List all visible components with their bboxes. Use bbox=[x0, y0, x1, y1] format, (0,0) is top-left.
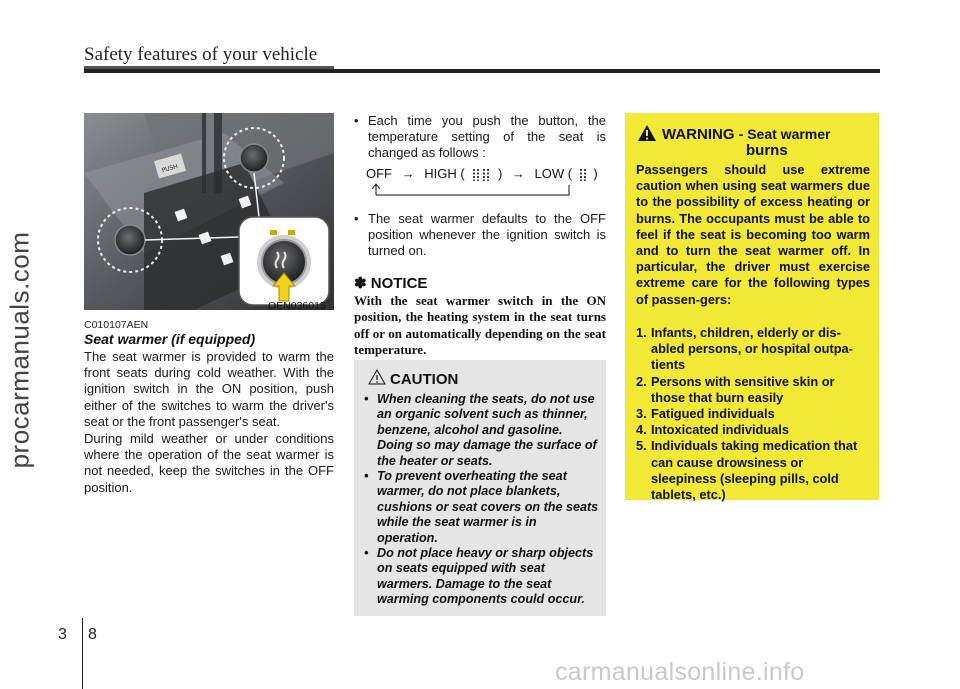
seat-warmer-photo bbox=[84, 113, 334, 310]
header-rule bbox=[84, 69, 880, 73]
warning-list-item: 4. Intoxicated individuals bbox=[636, 422, 789, 438]
caution-item bbox=[364, 546, 600, 608]
seq-off: OFF bbox=[366, 166, 392, 181]
warning-triangle-icon bbox=[637, 124, 657, 147]
warning-body: Passengers should use extreme caution when using seat warmers due to the possibility of excess heating or burns. The occupants must be able to feel if the seat is becoming too warm and to turn the seat warmer off. In particular, the driver must exercise extreme care for the following types of passen-gers: bbox=[636, 162, 870, 307]
caution-box bbox=[354, 360, 606, 616]
heat-high-icon bbox=[468, 169, 494, 181]
footer-watermark: carmanualsonline.info bbox=[555, 658, 805, 686]
warning-list-item: 5. Individuals taking medication that can cause drowsiness or sleepiness (sleeping pills, cold tablets, etc.) bbox=[636, 438, 858, 503]
notice-title: ✽ NOTICE bbox=[354, 275, 428, 292]
bullet-marker: • bbox=[364, 546, 369, 560]
side-watermark: procarmanuals.com bbox=[4, 231, 35, 469]
warning-list-item: 2. Persons with sensitive skin or those that burn easily bbox=[636, 373, 835, 405]
warning-title-line2: burns bbox=[746, 142, 788, 159]
reference-code: C010107AEN bbox=[84, 319, 149, 331]
arrow-icon: → bbox=[401, 166, 415, 181]
bullet-marker: • bbox=[364, 392, 369, 406]
bullet-push-button bbox=[354, 113, 606, 162]
caution-item-text: To prevent overheating the seat warmer, do not place blankets, cushions or seat covers on the seats while the seat warmer is in operation. bbox=[377, 469, 599, 545]
warning-list bbox=[636, 325, 870, 503]
bullet-marker: • bbox=[354, 211, 359, 226]
photo-caption-code: OEN036015 bbox=[268, 300, 326, 312]
caution-item-text: Do not place heavy or sharp objects on seats equipped with seat warmers. Damage to the seat warming components could occur. bbox=[377, 546, 594, 607]
section-title: Safety features of your vehicle bbox=[84, 44, 318, 65]
bullet-default-off bbox=[354, 211, 606, 260]
caution-item bbox=[364, 392, 600, 469]
seq-high-close: ) bbox=[497, 166, 503, 181]
bullet-text: The seat warmer defaults to the OFF position whenever the ignition switch is turned on. bbox=[368, 211, 606, 259]
page-number: 8 bbox=[88, 626, 97, 643]
push-label: PUSH bbox=[161, 163, 179, 175]
caution-title: CAUTION bbox=[390, 371, 459, 388]
seq-high: HIGH ( bbox=[424, 166, 465, 181]
warning-word: WARNING bbox=[662, 126, 735, 143]
warning-list-item: 1. Infants, children, elderly or dis-abled persons, or hospital outpa-tients bbox=[636, 325, 853, 373]
caution-triangle-icon bbox=[368, 369, 386, 390]
caution-item-text: When cleaning the seats, do not use an organic solvent such as thinner, benzene, alcohol and gasoline. Doing so may damage the surface of the heater or seats. bbox=[377, 392, 597, 468]
caution-item bbox=[364, 469, 600, 546]
section-heading: Seat warmer (if equipped) bbox=[84, 331, 256, 347]
arrow-icon: → bbox=[511, 166, 525, 181]
warning-title bbox=[662, 126, 831, 143]
bullet-marker: • bbox=[354, 113, 359, 128]
seq-low: LOW ( bbox=[534, 166, 573, 181]
seq-low-close: ) bbox=[593, 166, 598, 181]
bullet-marker: • bbox=[364, 469, 369, 483]
warning-subject: - Seat warmer bbox=[738, 126, 831, 142]
footer-divider bbox=[82, 618, 83, 689]
heat-low-icon bbox=[576, 169, 590, 181]
notice-body: With the seat warmer switch in the ON position, the heating system in the seat turns off or on automatically depending on the seat temperature. bbox=[354, 293, 606, 357]
bullet-text: Each time you push the button, the temperature setting of the seat is changed as follows : bbox=[368, 113, 606, 161]
warning-list-item: 3. Fatigued individuals bbox=[636, 406, 775, 422]
paragraph-intro: The seat warmer is provided to warm the front seats during cold weather. With the ignition switch in the ON position, push either of the switches to warm the driver's seat or the front passenger's seat. bbox=[84, 349, 334, 429]
temperature-sequence bbox=[366, 166, 598, 181]
paragraph-mild-weather: During mild weather or under conditions where the operation of the seat warmer is not needed, keep the switches in the OFF position. bbox=[84, 431, 334, 495]
chapter-number: 3 bbox=[58, 626, 67, 643]
cycle-arrow-icon bbox=[370, 182, 576, 201]
